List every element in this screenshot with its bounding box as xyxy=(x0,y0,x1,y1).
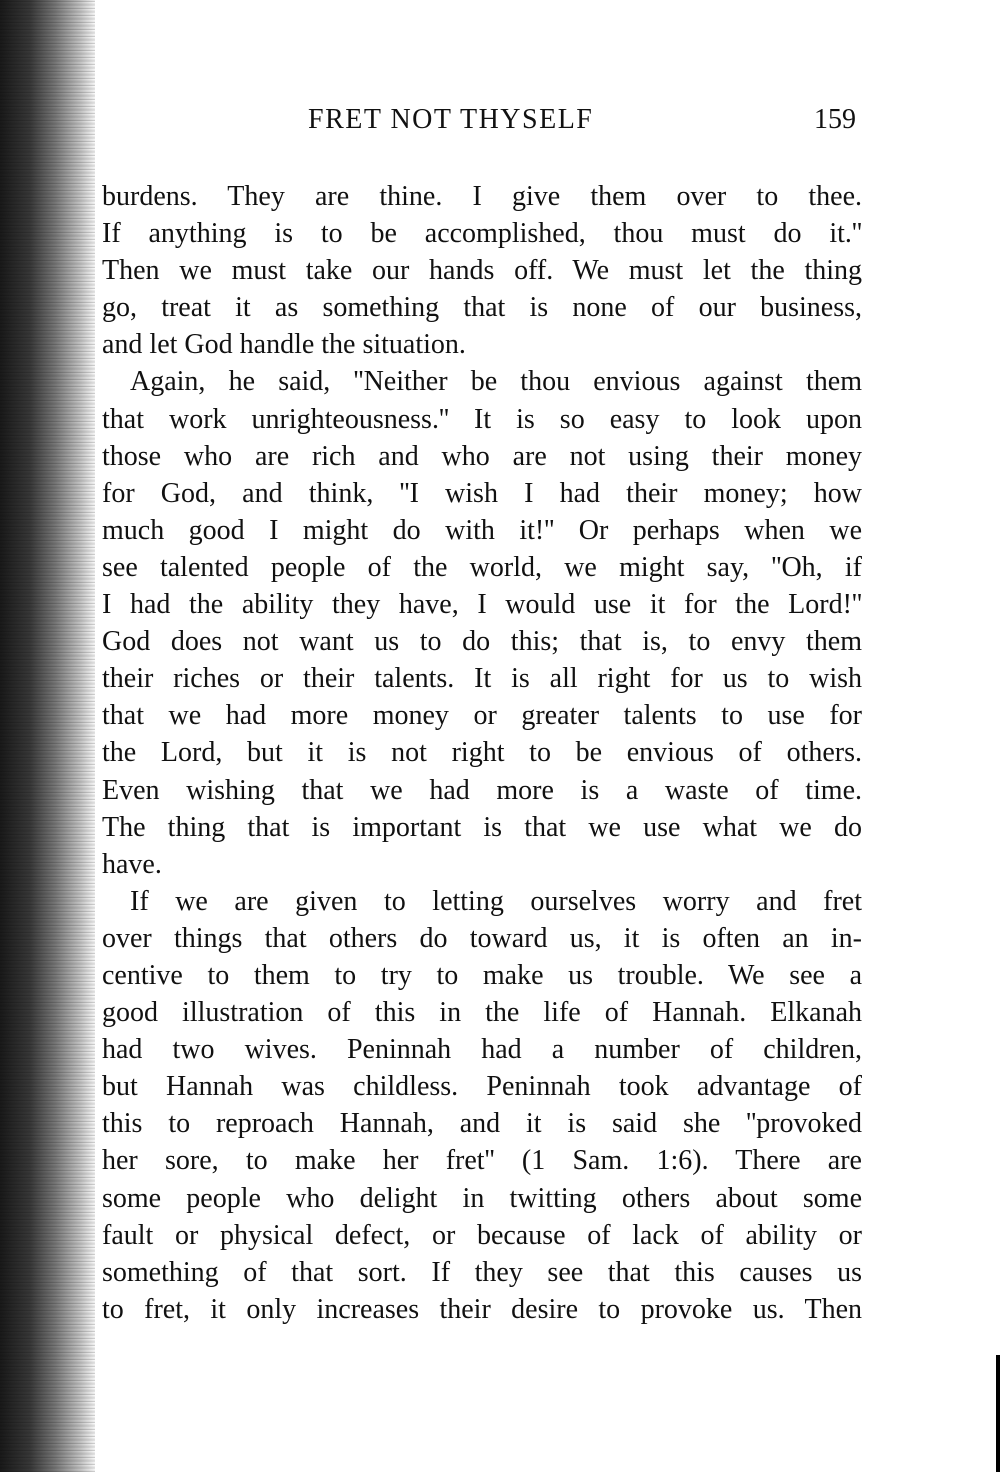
text-line: much good I might do with it!'' Or perhaps when we xyxy=(102,514,862,546)
text-line: Even wishing that we had more is a waste of time. xyxy=(102,774,862,806)
page-edge-mark xyxy=(996,1355,1000,1472)
running-head xyxy=(100,104,860,140)
text-line: see talented people of the world, we might say, ''Oh, if xyxy=(102,551,862,583)
text-line: Again, he said, ''Neither be thou envious against them xyxy=(130,366,862,398)
page-number: 159 xyxy=(814,104,856,135)
text-line: some people who delight in twitting others about some xyxy=(102,1182,862,1214)
text-line: for God, and think, ''I wish I had their money; how xyxy=(102,477,862,509)
text-line: but Hannah was childless. Peninnah took advantage of xyxy=(102,1071,862,1103)
text-line: over things that others do toward us, it is often an in- xyxy=(102,922,862,954)
text-line: burdens. They are thine. I give them over to thee. xyxy=(102,181,862,212)
text-line: I had the ability they have, I would use it for the Lord!'' xyxy=(102,589,862,621)
text-line: Then we must take our hands off. We must let the thing xyxy=(102,255,862,287)
text-line: If anything is to be accomplished, thou must do it.'' xyxy=(102,218,862,250)
text-line: If we are given to letting ourselves worry and fret xyxy=(130,885,862,917)
text-line: centive to them to try to make us trouble. We see a xyxy=(102,959,862,991)
text-line: to fret, it only increases their desire to provoke us. Then xyxy=(102,1293,862,1325)
page-gutter-shadow xyxy=(0,0,95,1472)
text-line: God does not want us to do this; that is, to envy them xyxy=(102,626,862,658)
text-line: the Lord, but it is not right to be envious of others. xyxy=(102,737,862,769)
text-line: that work unrighteousness.'' It is so easy to look upon xyxy=(102,403,862,435)
text-line: good illustration of this in the life of Hannah. Elkanah xyxy=(102,997,862,1029)
text-line: The thing that is important is that we use what we do xyxy=(102,811,862,843)
text-line: go, treat it as something that is none of our business, xyxy=(102,292,862,324)
body-text xyxy=(102,178,862,1328)
text-line: that we had more money or greater talents to use for xyxy=(102,700,862,732)
running-head-title: FRET NOT THYSELF xyxy=(308,104,594,135)
text-line: and let God handle the situation. xyxy=(102,329,466,361)
text-line: had two wives. Peninnah had a number of children, xyxy=(102,1034,862,1066)
text-line: her sore, to make her fret'' (1 Sam. 1:6). There are xyxy=(102,1145,862,1177)
text-line: something of that sort. If they see that this causes us xyxy=(102,1256,862,1288)
text-line: this to reproach Hannah, and it is said she ''provoked xyxy=(102,1108,862,1140)
text-line: fault or physical defect, or because of lack of ability or xyxy=(102,1219,862,1251)
text-line: their riches or their talents. It is all right for us to wish xyxy=(102,663,862,695)
text-line: those who are rich and who are not using their money xyxy=(102,440,862,472)
text-line: have. xyxy=(102,848,162,880)
